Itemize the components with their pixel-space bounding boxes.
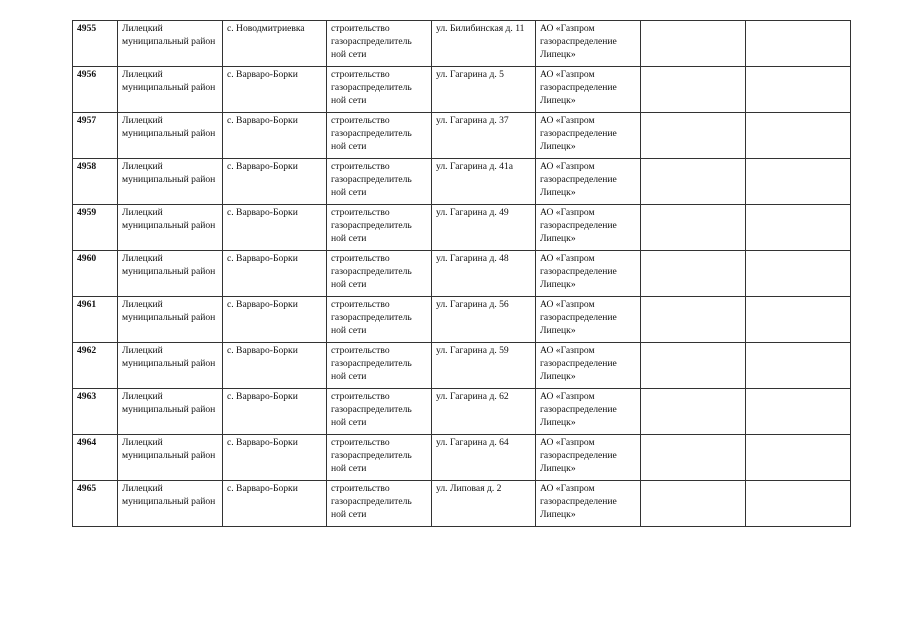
- organization-cell: АО «Газпром газораспределение Липецк»: [536, 435, 641, 481]
- row-number: 4960: [73, 251, 118, 297]
- locality-cell: с. Варваро-Борки: [223, 251, 327, 297]
- organization-cell: АО «Газпром газораспределение Липецк»: [536, 113, 641, 159]
- district-cell: Лилецкий муниципальный район: [118, 159, 223, 205]
- address-cell: ул. Гагарина д. 62: [432, 389, 536, 435]
- district-cell: Лилецкий муниципальный район: [118, 435, 223, 481]
- empty-cell: [746, 251, 851, 297]
- locality-cell: с. Варваро-Борки: [223, 113, 327, 159]
- address-cell: ул. Гагарина д. 64: [432, 435, 536, 481]
- organization-cell: АО «Газпром газораспределение Липецк»: [536, 481, 641, 527]
- locality-cell: с. Варваро-Борки: [223, 67, 327, 113]
- empty-cell: [641, 67, 746, 113]
- row-number: 4959: [73, 205, 118, 251]
- address-cell: ул. Липовая д. 2: [432, 481, 536, 527]
- row-number: 4961: [73, 297, 118, 343]
- locality-cell: с. Варваро-Борки: [223, 205, 327, 251]
- locality-cell: с. Варваро-Борки: [223, 297, 327, 343]
- table-body: [73, 21, 851, 527]
- work-type-cell: строительство газораспределитель ной сети: [327, 113, 432, 159]
- address-cell: ул. Гагарина д. 49: [432, 205, 536, 251]
- address-cell: ул. Гагарина д. 37: [432, 113, 536, 159]
- work-type-cell: строительство газораспределитель ной сети: [327, 67, 432, 113]
- locality-cell: с. Варваро-Борки: [223, 159, 327, 205]
- row-number: 4956: [73, 67, 118, 113]
- organization-cell: АО «Газпром газораспределение Липецк»: [536, 205, 641, 251]
- district-cell: Лилецкий муниципальный район: [118, 21, 223, 67]
- row-number: 4958: [73, 159, 118, 205]
- work-type-cell: строительство газораспределитель ной сети: [327, 435, 432, 481]
- district-cell: Лилецкий муниципальный район: [118, 113, 223, 159]
- locality-cell: с. Варваро-Борки: [223, 481, 327, 527]
- row-number: 4965: [73, 481, 118, 527]
- work-type-cell: строительство газораспределитель ной сети: [327, 481, 432, 527]
- empty-cell: [746, 67, 851, 113]
- row-number: 4955: [73, 21, 118, 67]
- table-row: [73, 343, 851, 389]
- work-type-cell: строительство газораспределитель ной сети: [327, 343, 432, 389]
- district-cell: Лилецкий муниципальный район: [118, 389, 223, 435]
- empty-cell: [746, 389, 851, 435]
- table-row: [73, 21, 851, 67]
- work-type-cell: строительство газораспределитель ной сети: [327, 205, 432, 251]
- organization-cell: АО «Газпром газораспределение Липецк»: [536, 389, 641, 435]
- row-number: 4964: [73, 435, 118, 481]
- organization-cell: АО «Газпром газораспределение Липецк»: [536, 251, 641, 297]
- work-type-cell: строительство газораспределитель ной сети: [327, 21, 432, 67]
- empty-cell: [641, 159, 746, 205]
- locality-cell: с. Новодмитриевка: [223, 21, 327, 67]
- table-row: [73, 297, 851, 343]
- empty-cell: [746, 297, 851, 343]
- empty-cell: [746, 113, 851, 159]
- district-cell: Лилецкий муниципальный район: [118, 67, 223, 113]
- locality-cell: с. Варваро-Борки: [223, 435, 327, 481]
- district-cell: Лилецкий муниципальный район: [118, 251, 223, 297]
- address-cell: ул. Гагарина д. 48: [432, 251, 536, 297]
- organization-cell: АО «Газпром газораспределение Липецк»: [536, 343, 641, 389]
- district-cell: Лилецкий муниципальный район: [118, 297, 223, 343]
- gas-network-table: [72, 20, 851, 527]
- district-cell: Лилецкий муниципальный район: [118, 481, 223, 527]
- table-row: [73, 159, 851, 205]
- empty-cell: [746, 21, 851, 67]
- table-row: [73, 389, 851, 435]
- address-cell: ул. Гагарина д. 41а: [432, 159, 536, 205]
- table-row: [73, 251, 851, 297]
- empty-cell: [641, 205, 746, 251]
- address-cell: ул. Гагарина д. 5: [432, 67, 536, 113]
- work-type-cell: строительство газораспределитель ной сети: [327, 251, 432, 297]
- organization-cell: АО «Газпром газораспределение Липецк»: [536, 67, 641, 113]
- address-cell: ул. Гагарина д. 56: [432, 297, 536, 343]
- organization-cell: АО «Газпром газораспределение Липецк»: [536, 21, 641, 67]
- empty-cell: [641, 343, 746, 389]
- row-number: 4957: [73, 113, 118, 159]
- empty-cell: [641, 389, 746, 435]
- empty-cell: [746, 343, 851, 389]
- organization-cell: АО «Газпром газораспределение Липецк»: [536, 159, 641, 205]
- empty-cell: [641, 297, 746, 343]
- table-row: [73, 205, 851, 251]
- empty-cell: [746, 481, 851, 527]
- address-cell: ул. Билибинская д. 11: [432, 21, 536, 67]
- district-cell: Лилецкий муниципальный район: [118, 343, 223, 389]
- district-cell: Лилецкий муниципальный район: [118, 205, 223, 251]
- work-type-cell: строительство газораспределитель ной сети: [327, 389, 432, 435]
- table-row: [73, 67, 851, 113]
- locality-cell: с. Варваро-Борки: [223, 389, 327, 435]
- empty-cell: [641, 435, 746, 481]
- row-number: 4962: [73, 343, 118, 389]
- table-row: [73, 113, 851, 159]
- empty-cell: [746, 205, 851, 251]
- empty-cell: [746, 435, 851, 481]
- empty-cell: [641, 21, 746, 67]
- row-number: 4963: [73, 389, 118, 435]
- work-type-cell: строительство газораспределитель ной сети: [327, 297, 432, 343]
- locality-cell: с. Варваро-Борки: [223, 343, 327, 389]
- table-row: [73, 435, 851, 481]
- work-type-cell: строительство газораспределитель ной сети: [327, 159, 432, 205]
- empty-cell: [641, 251, 746, 297]
- table-row: [73, 481, 851, 527]
- organization-cell: АО «Газпром газораспределение Липецк»: [536, 297, 641, 343]
- address-cell: ул. Гагарина д. 59: [432, 343, 536, 389]
- empty-cell: [746, 159, 851, 205]
- empty-cell: [641, 481, 746, 527]
- empty-cell: [641, 113, 746, 159]
